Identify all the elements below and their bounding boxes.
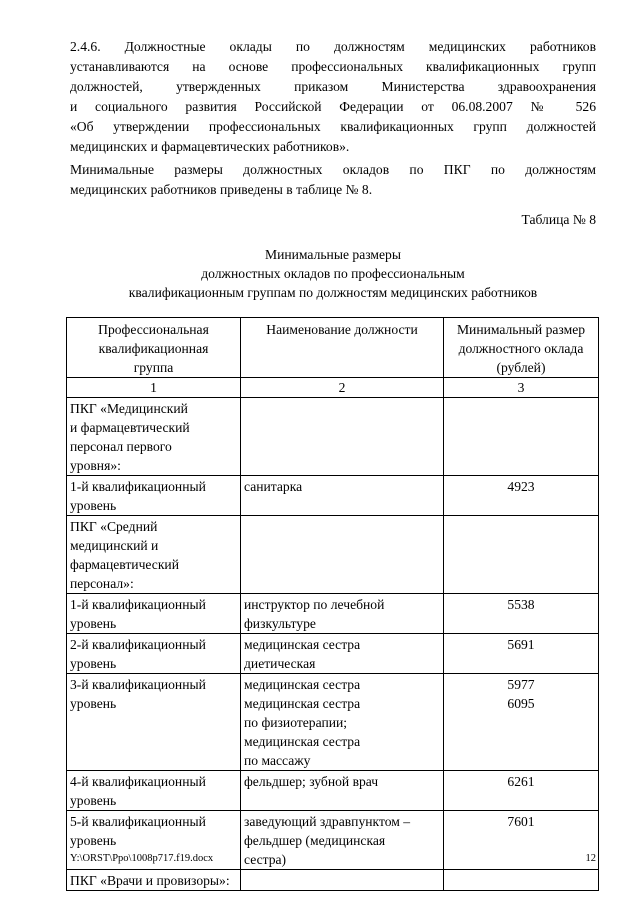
table-row bbox=[67, 674, 599, 771]
cell-group: 3-й квалификационный уровень bbox=[67, 674, 241, 771]
paragraph-minimal-salaries bbox=[70, 160, 596, 200]
cell-salary bbox=[444, 516, 599, 594]
table-header-row bbox=[67, 318, 599, 378]
table-row bbox=[67, 476, 599, 516]
column-number: 3 bbox=[444, 378, 599, 398]
cell-group: 1-й квалификационный уровень bbox=[67, 594, 241, 634]
cell-group: ПКГ «Средний медицинский и фармацевтический персонал»: bbox=[67, 516, 241, 594]
caption-line: должностных окладов по профессиональным bbox=[201, 266, 465, 281]
cell-group: 4-й квалификационный уровень bbox=[67, 771, 241, 811]
cell-salary bbox=[444, 870, 599, 891]
cell-salary bbox=[444, 398, 599, 476]
caption-line: квалификационным группам по должностям медицинских работников bbox=[128, 285, 538, 300]
cell-position: заведующий здравпунктом – фельдшер (медицинская сестра) bbox=[241, 811, 444, 870]
paragraph-line: «Об утверждении профессиональных квалификационных групп должностей bbox=[70, 119, 596, 134]
paragraph-line: и социального развития Российской Федерации от 06.08.2007 № 526 bbox=[70, 99, 596, 114]
footer-page-number: 12 bbox=[585, 853, 596, 864]
paragraph-line: медицинских работников приведены в таблице № 8. bbox=[70, 182, 373, 197]
table-caption bbox=[70, 245, 596, 302]
table-row bbox=[67, 634, 599, 674]
column-number: 2 bbox=[241, 378, 444, 398]
cell-salary: 5977 6095 bbox=[444, 674, 599, 771]
cell-position bbox=[241, 398, 444, 476]
paragraph-line: Минимальные размеры должностных окладов по ПКГ по должностям bbox=[70, 162, 596, 177]
cell-group: 1-й квалификационный уровень bbox=[67, 476, 241, 516]
header-group: Профессиональная квалификационная группа bbox=[67, 318, 241, 378]
caption-line: Минимальные размеры bbox=[265, 247, 401, 262]
table-row bbox=[67, 771, 599, 811]
paragraph-line: устанавливаются на основе профессиональных квалификационных групп bbox=[70, 59, 596, 74]
table-row bbox=[67, 516, 599, 594]
cell-position: медицинская сестра диетическая bbox=[241, 634, 444, 674]
column-number-row bbox=[67, 378, 599, 398]
cell-position: медицинская сестра медицинская сестра по физиотерапии; медицинская сестра по массажу bbox=[241, 674, 444, 771]
table-label: Таблица № 8 bbox=[521, 212, 596, 227]
cell-position bbox=[241, 870, 444, 891]
cell-group: 5-й квалификационный уровень bbox=[67, 811, 241, 870]
cell-salary: 5538 bbox=[444, 594, 599, 634]
cell-group: ПКГ «Медицинский и фармацевтический персонал первого уровня»: bbox=[67, 398, 241, 476]
column-number: 1 bbox=[67, 378, 241, 398]
table-row bbox=[67, 594, 599, 634]
header-position: Наименование должности bbox=[241, 318, 444, 378]
paragraph-line: медицинских и фармацевтических работников». bbox=[70, 139, 350, 154]
paragraph-line: 2.4.6. Должностные оклады по должностям медицинских работников bbox=[70, 39, 596, 54]
paragraph-line: должностей, утвержденных приказом Министерства здравоохранения bbox=[70, 79, 596, 94]
cell-salary: 4923 bbox=[444, 476, 599, 516]
cell-salary: 6261 bbox=[444, 771, 599, 811]
cell-salary: 7601 bbox=[444, 811, 599, 870]
cell-position: санитарка bbox=[241, 476, 444, 516]
cell-position bbox=[241, 516, 444, 594]
cell-group: 2-й квалификационный уровень bbox=[67, 634, 241, 674]
paragraph-2-4-6 bbox=[70, 37, 596, 157]
cell-group: ПКГ «Врачи и провизоры»: bbox=[67, 870, 241, 891]
cell-salary: 5691 bbox=[444, 634, 599, 674]
salary-table bbox=[66, 317, 599, 891]
table-row bbox=[67, 398, 599, 476]
cell-position: фельдшер; зубной врач bbox=[241, 771, 444, 811]
cell-position: инструктор по лечебной физкультуре bbox=[241, 594, 444, 634]
table-row bbox=[67, 870, 599, 891]
footer-file-path: Y:\ORST\Ppo\1008p717.f19.docx bbox=[70, 853, 214, 864]
header-salary: Минимальный размер должностного оклада (рублей) bbox=[444, 318, 599, 378]
